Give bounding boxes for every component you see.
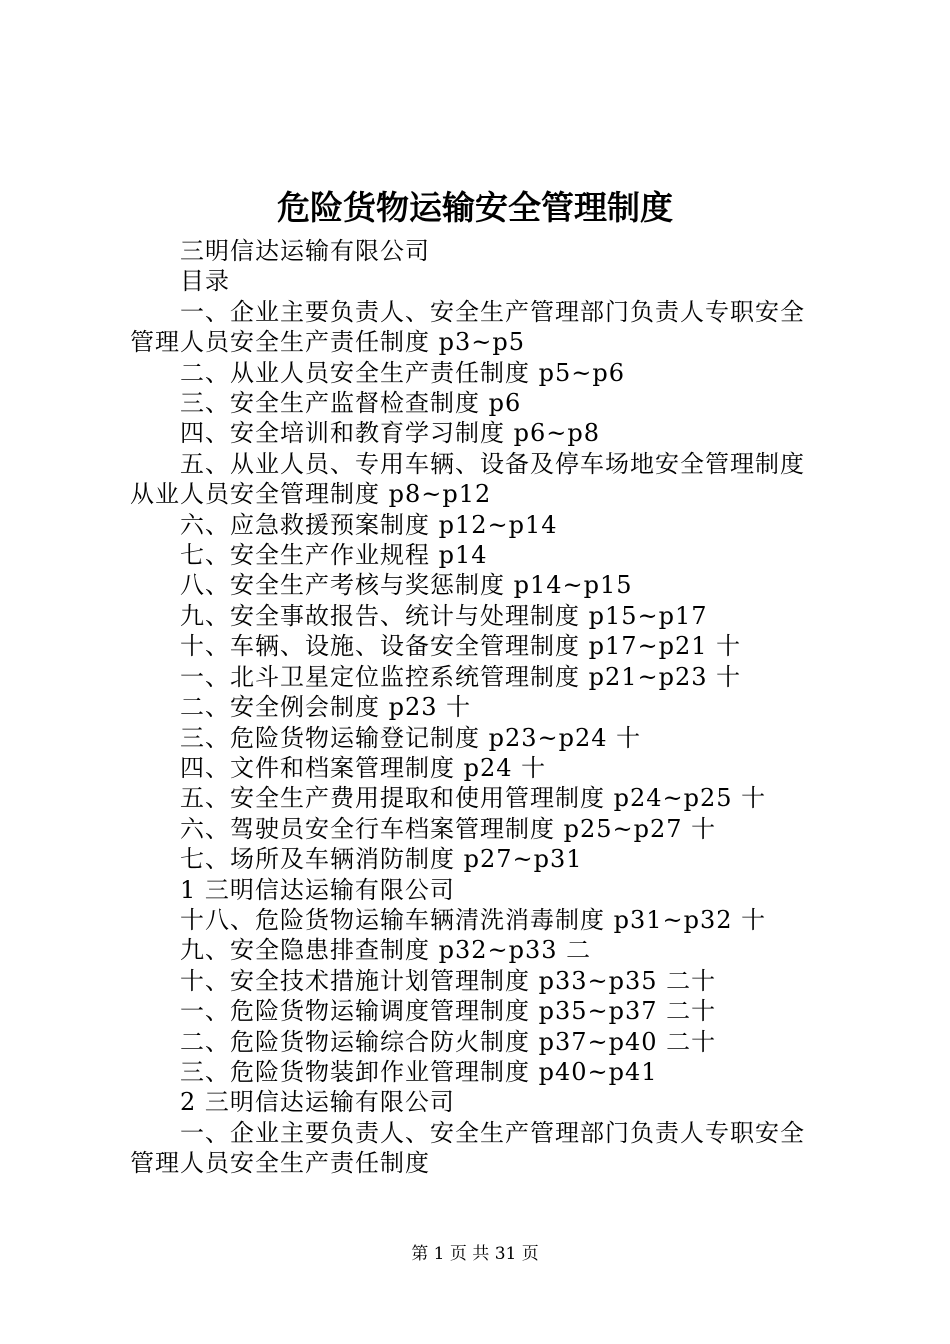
body-line: 三、危险货物装卸作业管理制度 p40~p41 [180, 1057, 658, 1086]
body-line: 三、安全生产监督检查制度 p6 [180, 389, 522, 418]
body-line: 十、车辆、设施、设备安全管理制度 p17~p21 十 [180, 632, 742, 661]
body-line: 四、文件和档案管理制度 p24 十 [180, 753, 547, 782]
body-line: 一、危险货物运输调度管理制度 p35~p37 二十 [180, 997, 717, 1026]
body-line: 二、从业人员安全生产责任制度 p5~p6 [180, 358, 626, 387]
body-line: 一、企业主要负责人、安全生产管理部门负责人专职安全 [180, 1118, 805, 1147]
body-line: 二、安全例会制度 p23 十 [180, 693, 472, 722]
body-line: 三、危险货物运输登记制度 p23~p24 十 [180, 723, 642, 752]
body-line: 七、场所及车辆消防制度 p27~p31 [180, 845, 583, 874]
document-title: 危险货物运输安全管理制度 [277, 188, 673, 227]
body-line: 五、从业人员、专用车辆、设备及停车场地安全管理制度 [180, 449, 805, 478]
body-line: 七、安全生产作业规程 p14 [180, 541, 488, 570]
body-line: 从业人员安全管理制度 p8~p12 [130, 480, 492, 509]
page-footer: 第 1 页 共 31 页 [411, 1244, 539, 1264]
body-line: 九、安全事故报告、统计与处理制度 p15~p17 [180, 601, 708, 630]
body-line: 十、安全技术措施计划管理制度 p33~p35 二十 [180, 966, 717, 995]
body-line: 二、危险货物运输综合防火制度 p37~p40 二十 [180, 1027, 717, 1056]
body-line: 四、安全培训和教育学习制度 p6~p8 [180, 419, 601, 448]
body-line: 2 三明信达运输有限公司 [180, 1088, 455, 1117]
body-line: 1 三明信达运输有限公司 [180, 875, 455, 904]
body-line: 一、企业主要负责人、安全生产管理部门负责人专职安全 [180, 297, 805, 326]
body-line: 目录 [180, 267, 230, 296]
body-line: 管理人员安全生产责任制度 [130, 1149, 430, 1178]
body-line: 八、安全生产考核与奖惩制度 p14~p15 [180, 571, 633, 600]
body-line: 管理人员安全生产责任制度 p3~p5 [130, 328, 526, 357]
body-line: 九、安全隐患排查制度 p32~p33 二 [180, 936, 592, 965]
body-line: 一、北斗卫星定位监控系统管理制度 p21~p23 十 [180, 662, 742, 691]
body-line: 六、应急救援预案制度 p12~p14 [180, 510, 558, 539]
document-body [130, 236, 835, 1179]
body-line: 三明信达运输有限公司 [180, 237, 430, 265]
body-line: 六、驾驶员安全行车档案管理制度 p25~p27 十 [180, 814, 717, 843]
body-line: 五、安全生产费用提取和使用管理制度 p24~p25 十 [180, 784, 767, 813]
body-line: 十八、危险货物运输车辆清洗消毒制度 p31~p32 十 [180, 905, 767, 934]
